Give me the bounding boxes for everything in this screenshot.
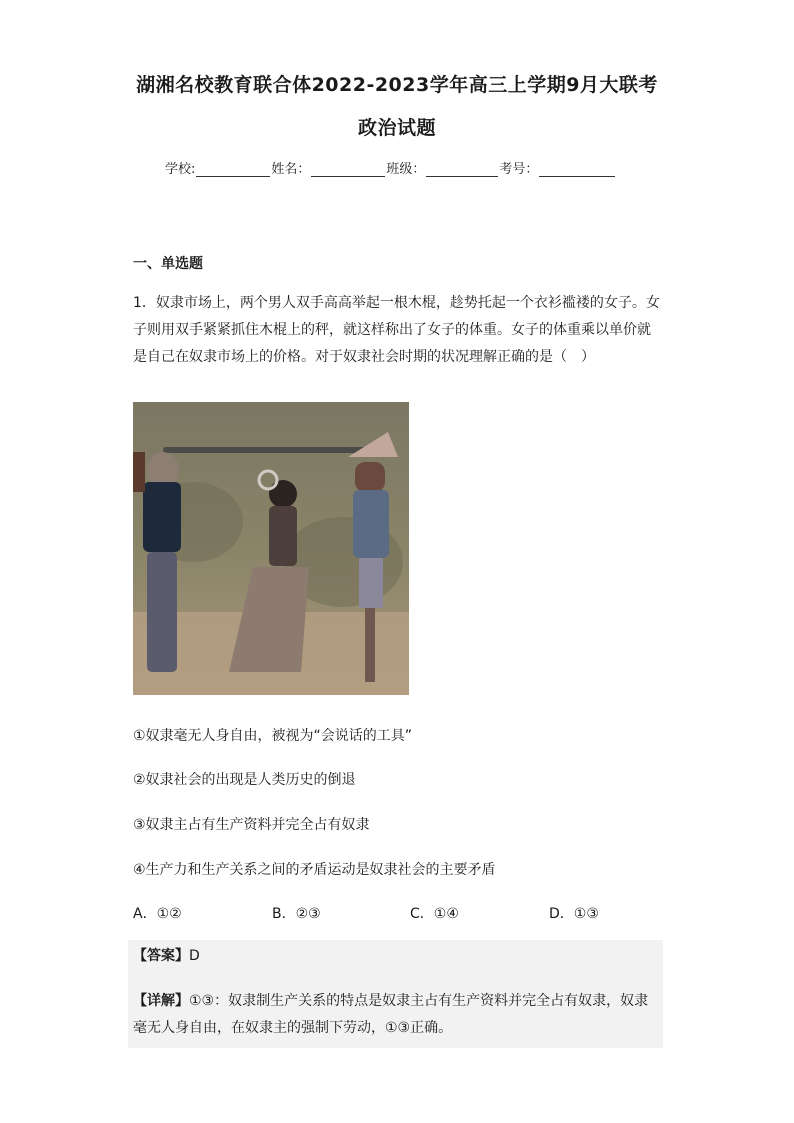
exam-no-blank[interactable] <box>539 162 615 177</box>
exam-no-label: 考号： <box>499 162 539 177</box>
school-label: 学校: <box>165 162 196 177</box>
name-blank[interactable] <box>311 162 385 177</box>
explanation-text: ①③：奴隶制生产关系的特点是奴隶主占有生产资料并完全占有奴隶，奴隶毫无人身自由，在奴隶主的强制下劳动，①③正确。 <box>133 993 649 1036</box>
explanation-label: 【详解】 <box>133 993 189 1009</box>
choice-d[interactable]: D．①③ <box>549 906 599 922</box>
class-blank[interactable] <box>426 162 498 177</box>
section-title: 一、单选题 <box>133 256 203 272</box>
answer-label: 【答案】 <box>133 948 189 964</box>
option-2: ②奴隶社会的出现是人类历史的倒退 <box>133 772 356 788</box>
choice-b[interactable]: B．②③ <box>272 906 321 922</box>
name-label: 姓名： <box>271 162 311 177</box>
class-label: 班级： <box>386 162 426 177</box>
question-text: 1．奴隶市场上，两个男人双手高高举起一根木棍，趁势托起一个衣衫褴褛的女子。女子则用双手紧紧抓住木棍上的秤，就这样称出了女子的体重。女子的体重乘以单价就是自己在奴隶市场上的价格。对于奴隶社会时期的状况理解正确的是（ ） <box>133 295 660 365</box>
title-line-2: 政治试题 <box>357 117 436 139</box>
answer-line <box>133 943 661 970</box>
choice-c[interactable]: C．①④ <box>410 906 459 922</box>
option-3: ③奴隶主占有生产资料并完全占有奴隶 <box>133 817 370 833</box>
explanation-line <box>133 988 661 1042</box>
option-1: ①奴隶毫无人身自由，被视为“会说话的工具” <box>133 728 413 744</box>
school-blank[interactable] <box>196 162 270 177</box>
title-line-1: 湖湘名校教育联合体2022-2023学年高三上学期9月大联考 <box>136 74 658 96</box>
answer-value: D <box>189 948 200 964</box>
student-info-row <box>165 158 616 177</box>
choice-a[interactable]: A．①② <box>133 906 182 922</box>
option-4: ④生产力和生产关系之间的矛盾运动是奴隶社会的主要矛盾 <box>133 862 496 878</box>
slave-market-photo <box>133 402 409 695</box>
